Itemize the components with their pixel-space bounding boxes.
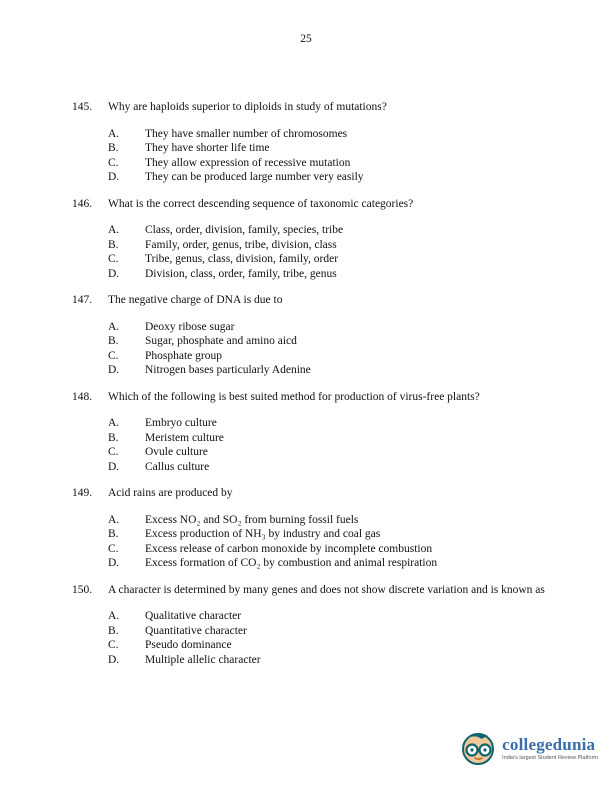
option-row [108, 542, 550, 557]
brand-tagline: India's largest Student Review Platform [502, 754, 598, 761]
option-label: B. [108, 238, 119, 251]
option-label: A. [108, 320, 120, 333]
option-text: Deoxy ribose sugar [145, 320, 235, 333]
question-number: 147. [72, 294, 93, 306]
option-text: Class, order, division, family, species, tribe [145, 224, 344, 236]
option-text: Pseudo dominance [145, 639, 232, 651]
question-number: 149. [72, 487, 93, 499]
option-label: A. [108, 513, 120, 526]
question-text: Acid rains are produced by [108, 487, 233, 499]
option-text: Meristem culture [145, 431, 224, 444]
option-text: Sugar, phosphate and amino aicd [145, 335, 297, 347]
option-label: B. [108, 142, 119, 154]
option-text: Division, class, order, family, tribe, genus [145, 267, 337, 280]
question-text: What is the correct descending sequence of taxonomic categories? [108, 197, 414, 210]
option-label: B. [108, 431, 119, 444]
option-label: D. [108, 557, 120, 569]
option-row [108, 252, 550, 267]
option-label: B. [108, 624, 119, 637]
option-label: C. [108, 349, 119, 362]
question-item [72, 197, 550, 282]
option-row [108, 363, 550, 378]
option-row [108, 141, 550, 156]
option-text: Nitrogen bases particularly Adenine [145, 364, 311, 376]
option-label: A. [108, 610, 120, 622]
option-label: D. [108, 171, 120, 183]
option-text: Phosphate group [145, 349, 222, 362]
option-label: B. [108, 335, 119, 347]
option-label: A. [108, 417, 120, 429]
question-item [72, 293, 550, 378]
option-row [108, 445, 550, 460]
option-label: A. [108, 127, 120, 140]
option-label: A. [108, 224, 120, 236]
option-label: D. [108, 653, 120, 666]
option-row [108, 460, 550, 475]
question-text: The negative charge of DNA is due to [108, 294, 283, 306]
option-text: They have shorter life time [145, 142, 270, 154]
option-text: They can be produced large number very easily [145, 171, 364, 183]
question-number: 145. [72, 101, 93, 113]
collegedunia-logo [458, 728, 598, 768]
option-label: C. [108, 253, 119, 265]
question-item [72, 583, 550, 668]
option-label: D. [108, 267, 120, 280]
question-item [72, 390, 550, 475]
option-row [108, 653, 550, 668]
option-text: Multiple allelic character [145, 653, 261, 666]
option-row [108, 170, 550, 185]
option-row [108, 349, 550, 364]
question-text: Why are haploids superior to diploids in study of mutations? [108, 101, 387, 113]
question-text: A character is determined by many genes and does not show discrete variation and is known as [108, 583, 545, 596]
option-text: They have smaller number of chromosomes [145, 127, 348, 140]
option-text: Excess NO₂ and SO₂ from burning fossil fuels [145, 513, 359, 526]
option-label: C. [108, 542, 119, 555]
option-row [108, 267, 550, 282]
option-text: Tribe, genus, class, division, family, order [145, 253, 339, 265]
option-label: C. [108, 446, 119, 458]
question-number: 150. [72, 583, 93, 596]
question-item [72, 486, 550, 571]
option-text: They allow expression of recessive mutation [145, 156, 351, 169]
option-row [108, 638, 550, 653]
option-row [108, 527, 550, 542]
option-text: Excess formation of CO₂ by combustion and animal respiration [145, 557, 438, 569]
option-row [108, 431, 550, 446]
option-text: Qualitative character [145, 610, 242, 622]
option-row [108, 513, 550, 528]
brand-name: collegedunia [502, 734, 596, 754]
question-number: 148. [72, 390, 93, 403]
questions-list [72, 100, 550, 679]
option-label: C. [108, 156, 119, 169]
option-row [108, 320, 550, 335]
option-text: Excess production of NH₃ by industry and coal gas [145, 528, 381, 540]
option-text: Excess release of carbon monoxide by incomplete combustion [145, 542, 433, 555]
question-number: 146. [72, 197, 93, 210]
option-row [108, 609, 550, 624]
option-text: Quantitative character [145, 624, 247, 637]
option-row [108, 334, 550, 349]
option-row [108, 156, 550, 171]
option-row [108, 238, 550, 253]
option-label: B. [108, 528, 119, 540]
question-item [72, 100, 550, 185]
collegedunia-mascot-icon [458, 728, 498, 768]
question-text: Which of the following is best suited method for production of virus-free plants? [108, 390, 480, 403]
option-row [108, 223, 550, 238]
option-text: Callus culture [145, 460, 210, 473]
option-label: D. [108, 460, 120, 473]
option-label: C. [108, 639, 119, 651]
option-text: Family, order, genus, tribe, division, class [145, 238, 337, 251]
option-row [108, 127, 550, 142]
option-row [108, 416, 550, 431]
page-number: 25 [300, 33, 312, 45]
option-row [108, 556, 550, 571]
option-text: Embryo culture [145, 417, 217, 429]
option-text: Ovule culture [145, 446, 208, 458]
option-label: D. [108, 364, 120, 376]
option-row [108, 624, 550, 639]
